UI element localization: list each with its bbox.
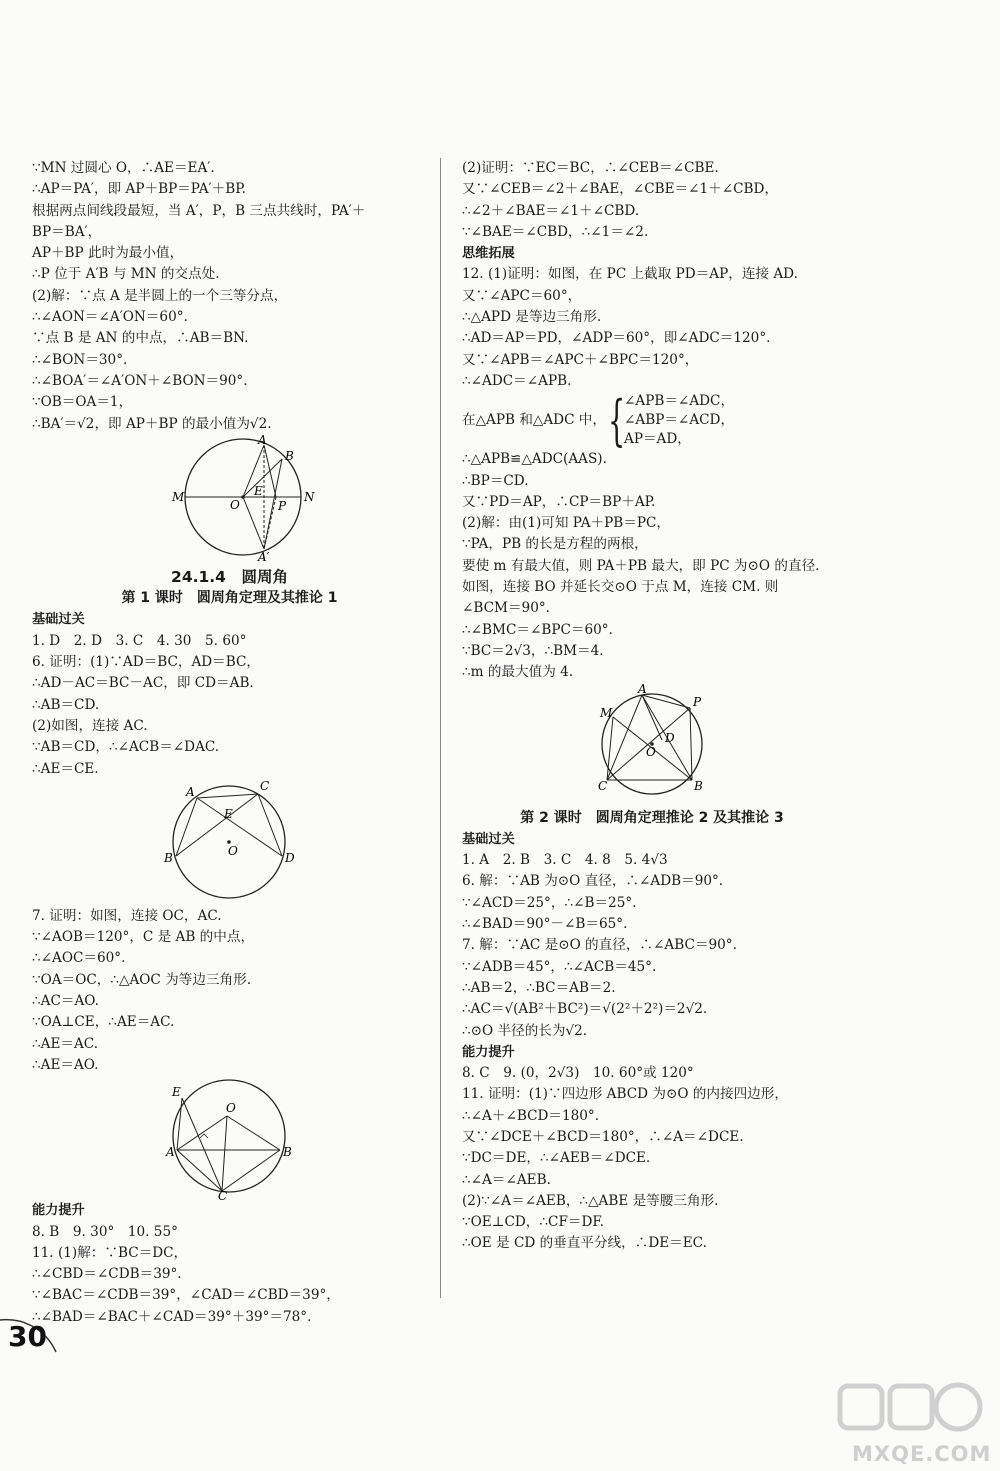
figure-circle-apbc xyxy=(462,684,842,808)
brace-items xyxy=(624,392,734,449)
question-6 xyxy=(32,652,427,780)
text-line: ∵点 B 是 AN 的中点，∴AB＝BN. xyxy=(32,330,249,347)
brace-prefix: 在△APB 和△ADC 中， xyxy=(462,412,606,429)
proof-part1 xyxy=(32,158,427,435)
text-line: ∵BC＝2√3，∴BM＝4. xyxy=(462,642,604,659)
text-line: 又∵PD＝AP，∴CP＝BP＋AP. xyxy=(462,493,656,510)
answers-basic: 1. D 2. D 3. C 4. 30 5. 60° xyxy=(32,632,247,649)
text-line: ∠BCM＝90°. xyxy=(462,600,550,617)
text-line: ∴∠BON＝30°. xyxy=(32,351,128,368)
fig3-label-a: A xyxy=(166,1145,175,1160)
fig2-label-a: A xyxy=(186,784,195,799)
text-line: ∴BA′＝√2，即 AP＋BP 的最小值为√2. xyxy=(32,415,272,432)
question-11-b xyxy=(462,1084,842,1254)
fig1-label-m: M xyxy=(172,489,185,504)
fig2-label-b: B xyxy=(164,850,173,865)
text-line: ∵OB＝OA＝1， xyxy=(32,394,133,411)
text-line: ∴AE＝AC. xyxy=(32,1035,99,1052)
text-line: ∴∠2＋∠BAE＝∠1＋∠CBD. xyxy=(462,202,640,219)
fig2-label-o: O xyxy=(228,843,238,858)
figure-circle-aoc xyxy=(32,1076,427,1200)
brace-symbol: { xyxy=(608,388,626,452)
fig4-label-c: C xyxy=(598,778,608,793)
section-title: 24.1.4 圆周角 xyxy=(171,567,288,586)
answers-ability: 8. B 9. 30° 10. 55° xyxy=(32,1223,178,1240)
text-line: 又∵∠CEB＝∠2＋∠BAE，∠CBE＝∠1＋∠CBD， xyxy=(462,181,779,198)
text-line: ∴P 位于 A′B 与 MN 的交点处. xyxy=(32,266,220,283)
text-line: (2)如图，连接 AC. xyxy=(32,717,148,734)
text-line: ∵OE⊥CD，∴CF＝DF. xyxy=(462,1214,605,1231)
fig1-label-o: O xyxy=(230,497,240,512)
text-line: ∵∠ADB＝45°，∴∠ACB＝45°. xyxy=(462,958,657,975)
text-line: ∴∠BOA′＝∠A′ON＋∠BON＝90°. xyxy=(32,372,248,389)
fig3-label-c: C xyxy=(218,1189,228,1201)
text-line: 7. 证明：如图，连接 OC，AC. xyxy=(32,907,222,924)
text-line: ∴AB＝CD. xyxy=(32,696,100,713)
text-line: ∴AD＝AP＝PD，∠ADP＝60°，即∠ADC＝120°. xyxy=(462,330,771,347)
heading-ability-2: 能力提升 xyxy=(462,1044,515,1060)
text-line: (2)解：∵点 A 是半圆上的一个三等分点， xyxy=(32,287,288,304)
text-line: 要使 m 有最大值，则 PA＋PB 最大，即 PC 为⊙O 的直径. xyxy=(462,557,820,574)
fig1-label-n: N xyxy=(304,489,315,504)
fig4-label-a: A xyxy=(638,683,647,696)
text-line: ∴∠A＝∠AEB. xyxy=(462,1171,551,1188)
text-line: 11. 证明：(1)∵四边形 ABCD 为⊙O 的内接四边形， xyxy=(462,1086,788,1103)
fig1-label-a-prime: A′ xyxy=(258,549,270,564)
text-line: ∴∠ADC＝∠APB. xyxy=(462,372,572,389)
heading-thinking: 思维拓展 xyxy=(462,246,515,262)
text-line: ∴∠AOC＝60°. xyxy=(32,950,126,967)
fig1-label-p: P xyxy=(278,498,287,513)
text-line: (2)∵∠A＝∠AEB，∴△ABE 是等腰三角形. xyxy=(462,1192,719,1209)
heading-basic: 基础过关 xyxy=(32,612,85,628)
text-line: ∵PA，PB 的长是方程的两根， xyxy=(462,536,648,553)
fig4-label-o: O xyxy=(646,744,656,759)
text-line: ∴AP＝PA′，即 AP＋BP＝PA′＋BP. xyxy=(32,181,246,198)
text-line: 根据两点间线段最短，当 A′，P，B 三点共线时，PA′＋ xyxy=(32,202,366,219)
heading-basic-2: 基础过关 xyxy=(462,831,515,847)
text-line: ∴△APD 是等边三角形. xyxy=(462,309,602,326)
text-line: ∴∠BAD＝∠BAC＋∠CAD＝39°＋39°＝78°. xyxy=(32,1308,312,1325)
heading-ability: 能力提升 xyxy=(32,1203,85,1219)
column-divider xyxy=(440,158,441,1298)
brace-item: ∠APB＝∠ADC， xyxy=(624,393,735,410)
question-7 xyxy=(32,906,427,1076)
text-line: ∴△APB≌△ADC(AAS). xyxy=(462,451,607,468)
right-column xyxy=(462,158,842,1255)
text-line: 6. 解：∵AB 为⊙O 直径，∴∠ADB＝90°. xyxy=(462,873,724,890)
text-line: 7. 解：∵AC 是⊙O 的直径，∴∠ABC＝90°. xyxy=(462,937,737,954)
fig4-label-b: B xyxy=(694,778,703,793)
question-11 xyxy=(32,1243,427,1328)
fig3-label-e: E xyxy=(172,1085,181,1100)
brace-item: ∠ABP＝∠ACD， xyxy=(624,412,735,429)
text-line: ∴BP＝CD. xyxy=(462,472,529,489)
text-line: 6. 证明：(1)∵AD＝BC，AD＝BC， xyxy=(32,654,261,671)
text-line: ∴∠BMC＝∠BPC＝60°. xyxy=(462,621,613,638)
text-line: ∴AD－AC＝BC－AC，即 CD＝AB. xyxy=(32,675,254,692)
fig1-label-a: A xyxy=(258,434,267,447)
text-line: ∵∠BAC＝∠CDB＝39°，∠CAD＝∠CBD＝39°， xyxy=(32,1287,340,1304)
text-line: ∴∠BAD＝90°－∠B＝65°. xyxy=(462,916,628,933)
text-line: (2)解：由(1)可知 PA＋PB＝PC， xyxy=(462,515,670,532)
text-line: 12. (1)证明：如图，在 PC 上截取 PD＝AP，连接 AD. xyxy=(462,266,798,283)
answers-ability-2: 8. C 9. (0，2√3) 10. 60°或 120° xyxy=(462,1065,694,1082)
text-line: 又∵∠DCE＋∠BCD＝180°，∴∠A＝∠DCE. xyxy=(462,1128,744,1145)
watermark-url: MXQE.COM xyxy=(852,1442,992,1466)
fig4-label-p: P xyxy=(693,694,702,709)
text-line: ∵MN 过圆心 O，∴AE＝EA′. xyxy=(32,160,215,176)
text-line: ∵OA⊥CE，∴AE＝AC. xyxy=(32,1014,175,1031)
question-11-part2 xyxy=(462,158,842,243)
fig3-label-o: O xyxy=(226,1101,236,1116)
brace-item: AP＝AD， xyxy=(624,431,691,448)
text-line: ∴AE＝AO. xyxy=(32,1056,99,1073)
fig2-label-c: C xyxy=(260,779,270,793)
fig2-label-d: D xyxy=(285,850,295,865)
text-line: ∴m 的最大值为 4. xyxy=(462,664,574,681)
figure-circle-mn xyxy=(32,435,427,565)
fig2-label-e: E xyxy=(224,806,233,821)
left-column xyxy=(32,158,427,1328)
text-line: ∵∠AOB＝120°，C 是 AB 的中点， xyxy=(32,929,255,946)
figure-circle-abcd xyxy=(32,780,427,906)
text-line: ∴AE＝CE. xyxy=(32,760,99,777)
fig4-label-d: D xyxy=(665,730,675,745)
subsection-title-2: 第 2 课时 圆周角定理推论 2 及其推论 3 xyxy=(520,809,784,826)
subsection-title: 第 1 课时 圆周角定理及其推论 1 xyxy=(121,590,338,607)
answers-basic-2: 1. A 2. B 3. C 4. 8 5. 4√3 xyxy=(462,852,668,869)
text-line: AP＋BP 此时为最小值， xyxy=(32,245,184,262)
fig1-label-b: B xyxy=(285,448,294,463)
text-line: (2)证明：∵EC＝BC，∴∠CEB＝∠CBE. xyxy=(462,160,719,176)
text-line: ∴AB＝2，∴BC＝AB＝2. xyxy=(462,979,616,996)
text-line: ∵OA＝OC，∴△AOC 为等边三角形. xyxy=(32,971,252,988)
fig3-label-b: B xyxy=(283,1145,292,1160)
text-line: ∵DC＝DE，∴∠AEB＝∠DCE. xyxy=(462,1150,651,1167)
text-line: ∵AB＝CD，∴∠ACB＝∠DAC. xyxy=(32,739,220,756)
congruence-conditions xyxy=(462,388,842,452)
text-line: ∵∠BAE＝∠CBD，∴∠1＝∠2. xyxy=(462,223,649,240)
text-line: ∴∠CBD＝∠CDB＝39°. xyxy=(32,1266,182,1283)
text-line: 又∵∠APC＝60°， xyxy=(462,287,582,304)
question-12-part-b xyxy=(462,449,842,683)
text-line: ∴AC＝√(AB²＋BC²)＝√(2²＋2²)＝2√2. xyxy=(462,1001,708,1018)
text-line: ∴⊙O 半径的长为√2. xyxy=(462,1022,588,1039)
text-line: ∴OE 是 CD 的垂直平分线，∴DE＝EC. xyxy=(462,1235,707,1252)
fig4-label-m: M xyxy=(600,705,613,720)
text-line: 如图，连接 BO 并延长交⊙O 于点 M，连接 CM. 则 xyxy=(462,579,779,596)
text-line: 又∵∠APB＝∠APC＋∠BPC＝120°， xyxy=(462,351,699,368)
text-line: ∴AC＝AO. xyxy=(32,993,99,1010)
text-line: ∵∠ACD＝25°，∴∠B＝25°. xyxy=(462,894,637,911)
text-line: ∴∠AON＝∠A′ON＝60°. xyxy=(32,309,188,326)
questions-6-7 xyxy=(462,871,842,1041)
question-12-part-a xyxy=(462,264,842,392)
text-line: ∴∠A＋∠BCD＝180°. xyxy=(462,1107,600,1124)
text-line: BP＝BA′， xyxy=(32,223,102,240)
text-line: 11. (1)解：∵BC＝DC， xyxy=(32,1244,188,1261)
fig1-label-e: E xyxy=(254,483,263,498)
page-number: 30 xyxy=(8,1320,47,1353)
